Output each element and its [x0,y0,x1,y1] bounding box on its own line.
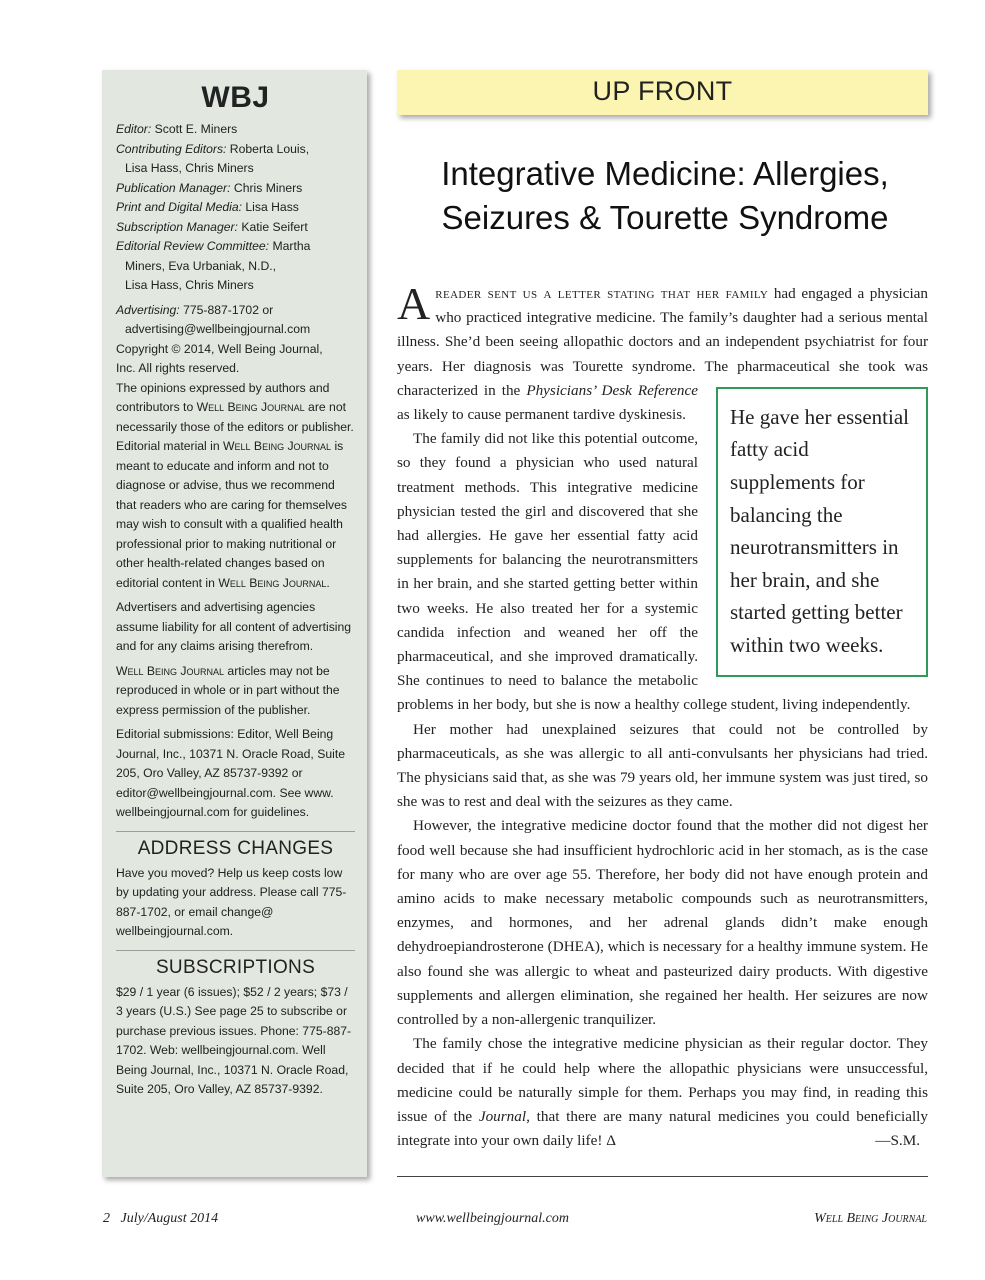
headline-line: Integrative Medicine: Allergies, [441,155,889,192]
author-signature: —S.M. [875,1132,920,1150]
staff-line: Contributing Editors: Roberta Louis, [116,141,310,156]
staff-line: Lisa Hass, Chris Miners [125,278,254,292]
article-headline [380,152,950,240]
section-banner: UP FRONT [397,70,928,115]
footer-url: www.wellbeingjournal.com [416,1211,569,1226]
article-paragraph: Her mother had unexplained seizures that could not be controlled by pharmaceuticals, as she was allergic to all anti-convulsants her physicians had tried. The physicians said that, as she was 79 years old, her immune system was just tired, so she was to rest and deal with the seizures as they came. [397,720,928,811]
advertising-email: advertising@wellbeingjournal.com [125,322,311,336]
masthead-staff [116,120,355,296]
staff-line: Editorial Review Committee: Martha [116,239,311,253]
subscriptions-text: $29 / 1 year (6 issues); $52 / 2 years; $73 / 3 years (U.S.) See page 25 to subscribe or purchase previous issues. Phone: 775-887-1702. Web: wellbeingjournal.com. Well Being Journal, Inc., 10371 N. Oracle Road, Suite 205, Oro Valley, AZ 85737-9392. [116,984,352,1096]
staff-line: Publication Manager: Chris Miners [116,180,303,195]
staff-line: Miners, Eva Urbaniak, N.D., [125,258,277,273]
staff-line: Lisa Hass, Chris Miners [125,161,254,175]
lead-in: reader sent us a letter stating that her family [435,285,769,302]
headline-line: Seizures & Tourette Syndrome [441,199,889,236]
reproduction-notice: Well Being Journal articles may not be reproduced in whole or in part without the express permission of the publisher. [116,663,340,717]
reference-title: Physicians’ Desk Reference [526,381,698,399]
masthead-sidebar [102,70,367,1177]
copyright-line: Inc. All rights reserved. [116,361,240,375]
masthead-title: WBJ [201,81,270,114]
article-end-rule [397,1176,928,1177]
address-changes-heading: ADDRESS CHANGES [137,837,334,859]
advertising-label: Advertising: [116,302,180,317]
divider [116,950,355,951]
article-body [397,278,928,1153]
pull-quote: He gave her essential fatty acid supplements for balancing the neurotransmitters in her brain, and she started getting better within two weeks. [716,387,928,677]
copyright-line: Copyright © 2014, Well Being Journal, [116,341,323,356]
article-paragraph: Areader sent us a letter stating that her family had engaged a physician who practiced integrative medicine. The family’s daughter had a serious mental illness. She’d been seeing allopathic doctors and an independent psychiatrist for four years. Her diagnosis was Tourette syndrome. The pharmaceutical she took was characterized in the He gave her essential fatty acid supplements for balancing the neurotransmitters in her brain, and she started getting better within two weeks. Physicians’ Desk Reference as likely to cause permanent tardive dyskinesis. [397,282,928,427]
staff-line: Editor: Scott E. Miners [116,122,238,136]
advertisers-disclaimer: Advertisers and advertising agencies assume liability for all content of advertising and for any claims arising therefrom. [116,600,352,653]
staff-line: Print and Digital Media: Lisa Hass [116,200,299,214]
footer-page-issue: 2 July/August 2014 [103,1211,219,1226]
subscriptions-heading: SUBSCRIPTIONS [155,956,316,978]
submissions-info: Editorial submissions: Editor, Well Being Journal, Inc., 10371 N. Oracle Road, Suite 205, Oro Valley, AZ 85737-9392 or editor@wellbeingjournal.com. See www. wellbeingjournal.com for guidelines. [116,727,345,819]
article-paragraph: However, the integrative medicine doctor found that the mother did not digest her food well because she had insufficient hydrochloric acid in her stomach, as is the case for many who are over age 55. Therefore, her body did not have enough protein and amino acids to make necessary metabolic compounds such as neurotransmitters, enzymes, and hormones, and her adrenal glands didn’t make enough dehydroepiandrosterone (DHEA), which is necessary for a healthy immune system. He also found she was allergic to wheat and pasteurized dairy products. With digestive supplements and allergen elimination, she regained her health. Her seizures are now controlled by a non-allergenic tranquilizer. [397,817,928,1029]
article-paragraph: The family did not like this potential outcome, so they found a physician who used natural treatment methods. This integrative medicine physician tested the girl and discovered that she had allergies. He gave her essential fatty acid supplements for balancing the neurotransmitters in her brain, and she started getting better within two weeks. He also treated her for a systemic candida infection and weaned her off the pharmaceutical, and she improved dramatically. She continues to need to balance the metabolic problems in her body, but she is now a healthy college student, living independently. [397,430,911,714]
article-paragraph: The family chose the integrative medicine physician as their regular doctor. They decided that if he could help where the allopathic physicians were unsuccessful, medicine could be naturally simple for them. Perhaps you may find, in reading this issue of the Journal, that there are many natural medicines you could beneficially integrate into your own daily life! Δ —S.M. [397,1032,928,1153]
divider [116,831,355,832]
footer-publication: Well Being Journal [814,1211,927,1226]
drop-cap: A [397,278,431,329]
staff-line: Subscription Manager: Katie Seifert [116,219,308,234]
address-changes-text: Have you moved? Help us keep costs low by updating your address. Please call 775-887-1702, or email change@ wellbeingjournal.com. [116,865,347,938]
opinions-disclaimer: The opinions expressed by authors and contributors to Well Being Journal are not necessarily those of the editors or publisher. Editorial material in Well Being Journal is meant to educate and inform and not to diagnose or advise, thus we recommend that readers who are caring for themselves may wish to consult with a qualified health professional prior to making nutritional or other health-related changes based on editorial content in Well Being Journal. [116,380,354,590]
advertising-phone: 775-887-1702 or [179,302,274,317]
advertising-contact [116,301,355,379]
